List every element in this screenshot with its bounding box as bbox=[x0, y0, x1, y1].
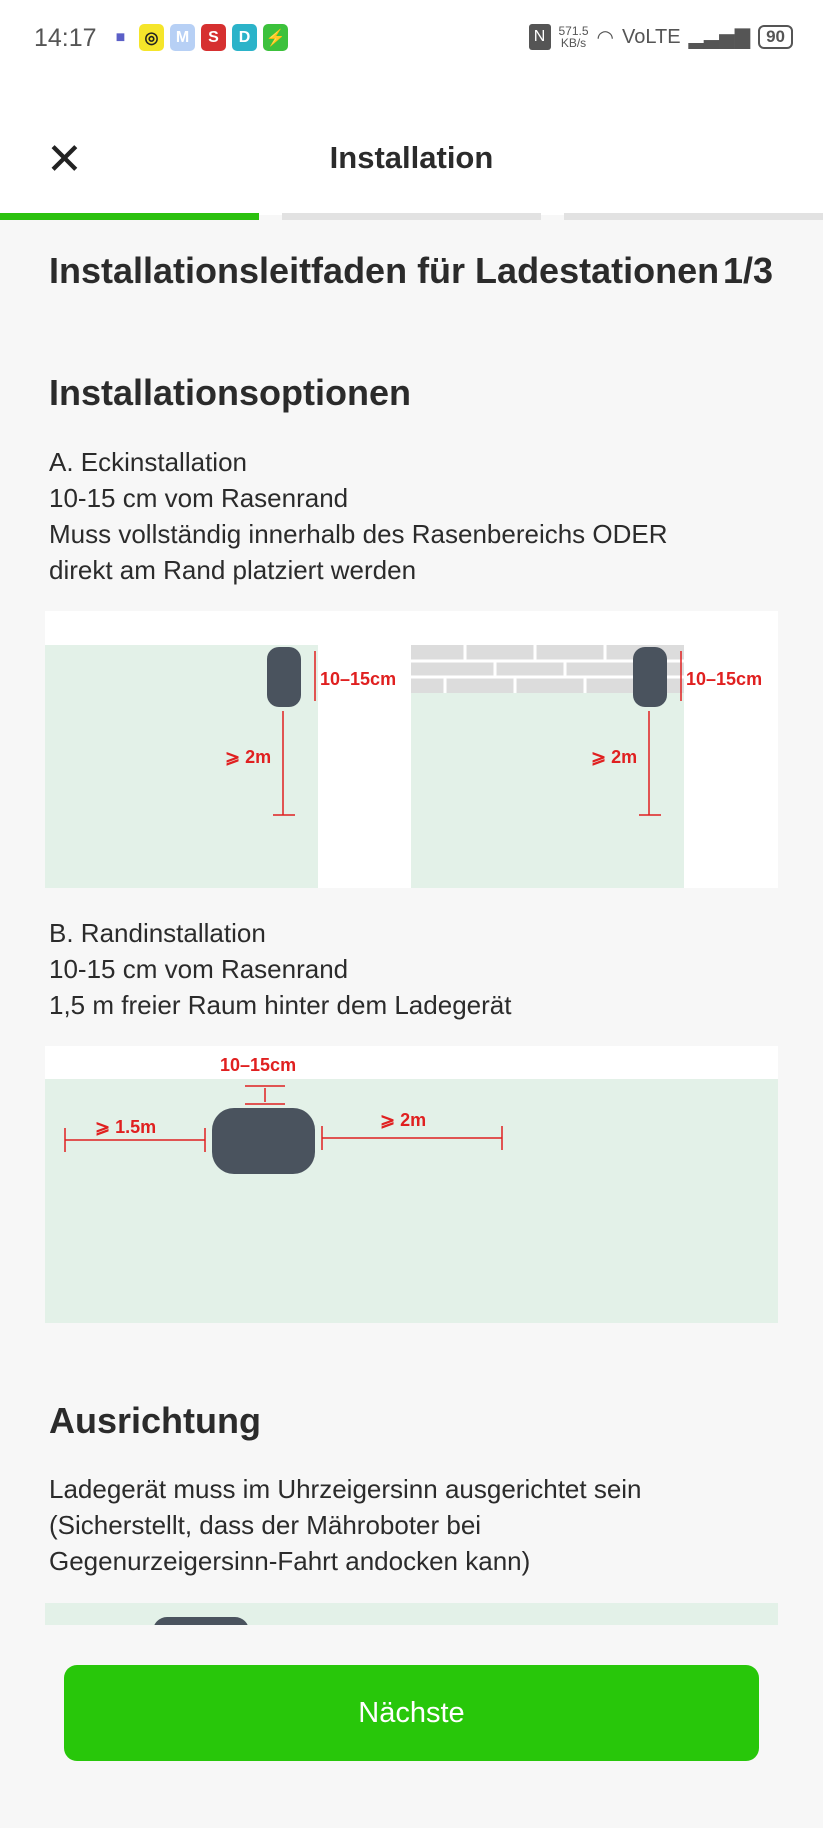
section-title-options: Installationsoptionen bbox=[49, 372, 412, 413]
status-time: 14:17 bbox=[34, 24, 97, 52]
battery-icon: 90 bbox=[758, 25, 793, 49]
option-a-title: A. Eckinstallation bbox=[49, 447, 247, 477]
charger-icon bbox=[153, 1617, 249, 1625]
app-header bbox=[0, 80, 823, 215]
next-button[interactable]: Nächste bbox=[64, 1665, 759, 1761]
charger-icon bbox=[267, 647, 301, 707]
option-b-title: B. Randinstallation bbox=[49, 918, 266, 948]
option-b-line: 10-15 cm vom Rasenrand bbox=[49, 954, 349, 984]
close-icon[interactable]: ✕ bbox=[46, 135, 83, 184]
option-b-text bbox=[49, 915, 511, 1023]
d-app-icon: D bbox=[232, 24, 257, 51]
status-bar bbox=[0, 0, 823, 80]
page-indicator: 1/3 bbox=[722, 250, 773, 291]
orientation-line: (Sicherstellt, dass der Mähroboter bei bbox=[49, 1510, 482, 1540]
signal-icon: ▂▃▅▇ bbox=[688, 26, 751, 49]
option-a-line: Muss vollständig innerhalb des Rasenbereichs ODER bbox=[49, 519, 668, 549]
gap-label: 10–15cm bbox=[686, 669, 763, 689]
option-a-line: 10-15 cm vom Rasenrand bbox=[49, 483, 349, 513]
distance-label: ⩾ 2m bbox=[591, 747, 638, 767]
edge-installation-diagram bbox=[45, 1046, 778, 1323]
orientation-line: Gegenurzeigersinn-Fahrt andocken kann) bbox=[49, 1546, 531, 1576]
page-title: Installation bbox=[329, 140, 494, 175]
option-a-line: direkt am Rand platziert werden bbox=[49, 555, 417, 585]
volte-label: VoLTE bbox=[621, 25, 681, 48]
orientation-diagram bbox=[45, 1603, 778, 1625]
guide-heading: Installationsleitfaden für Ladestationen bbox=[49, 250, 720, 291]
distance-label: ⩾ 2m bbox=[225, 747, 272, 767]
wifi-icon: ◠ bbox=[596, 26, 614, 49]
behind-label: ⩾ 1.5m bbox=[95, 1117, 157, 1137]
progress-step-2 bbox=[282, 213, 541, 220]
progress-step-3 bbox=[564, 213, 823, 220]
shield-app-icon: ◎ bbox=[139, 24, 164, 51]
gap-label: 10–15cm bbox=[320, 669, 397, 689]
notification-icons bbox=[108, 24, 288, 51]
corner-installation-diagram bbox=[45, 611, 778, 888]
teams-icon: ■ bbox=[115, 28, 126, 46]
orientation-line: Ladegerät muss im Uhrzeigersinn ausgerichtet sein bbox=[49, 1474, 642, 1504]
option-b-line: 1,5 m freier Raum hinter dem Ladegerät bbox=[49, 990, 512, 1020]
charger-icon bbox=[633, 647, 667, 707]
net-speed-unit: KB/s bbox=[560, 36, 587, 50]
step-progress bbox=[0, 213, 823, 220]
security-app-icon: ⚡ bbox=[263, 24, 288, 51]
mail-app-icon: M bbox=[170, 24, 195, 51]
net-speed bbox=[559, 25, 589, 49]
net-speed-value: 571.5 bbox=[558, 24, 589, 38]
gap-label: 10–15cm bbox=[220, 1055, 297, 1075]
option-a-text bbox=[49, 444, 668, 588]
section-title-orientation: Ausrichtung bbox=[49, 1400, 261, 1441]
nfc-icon: N bbox=[529, 24, 551, 50]
progress-step-1 bbox=[0, 213, 259, 220]
front-label: ⩾ 2m bbox=[380, 1110, 427, 1130]
s-app-icon: S bbox=[201, 24, 226, 51]
orientation-text bbox=[49, 1471, 642, 1579]
charger-icon bbox=[212, 1108, 315, 1174]
